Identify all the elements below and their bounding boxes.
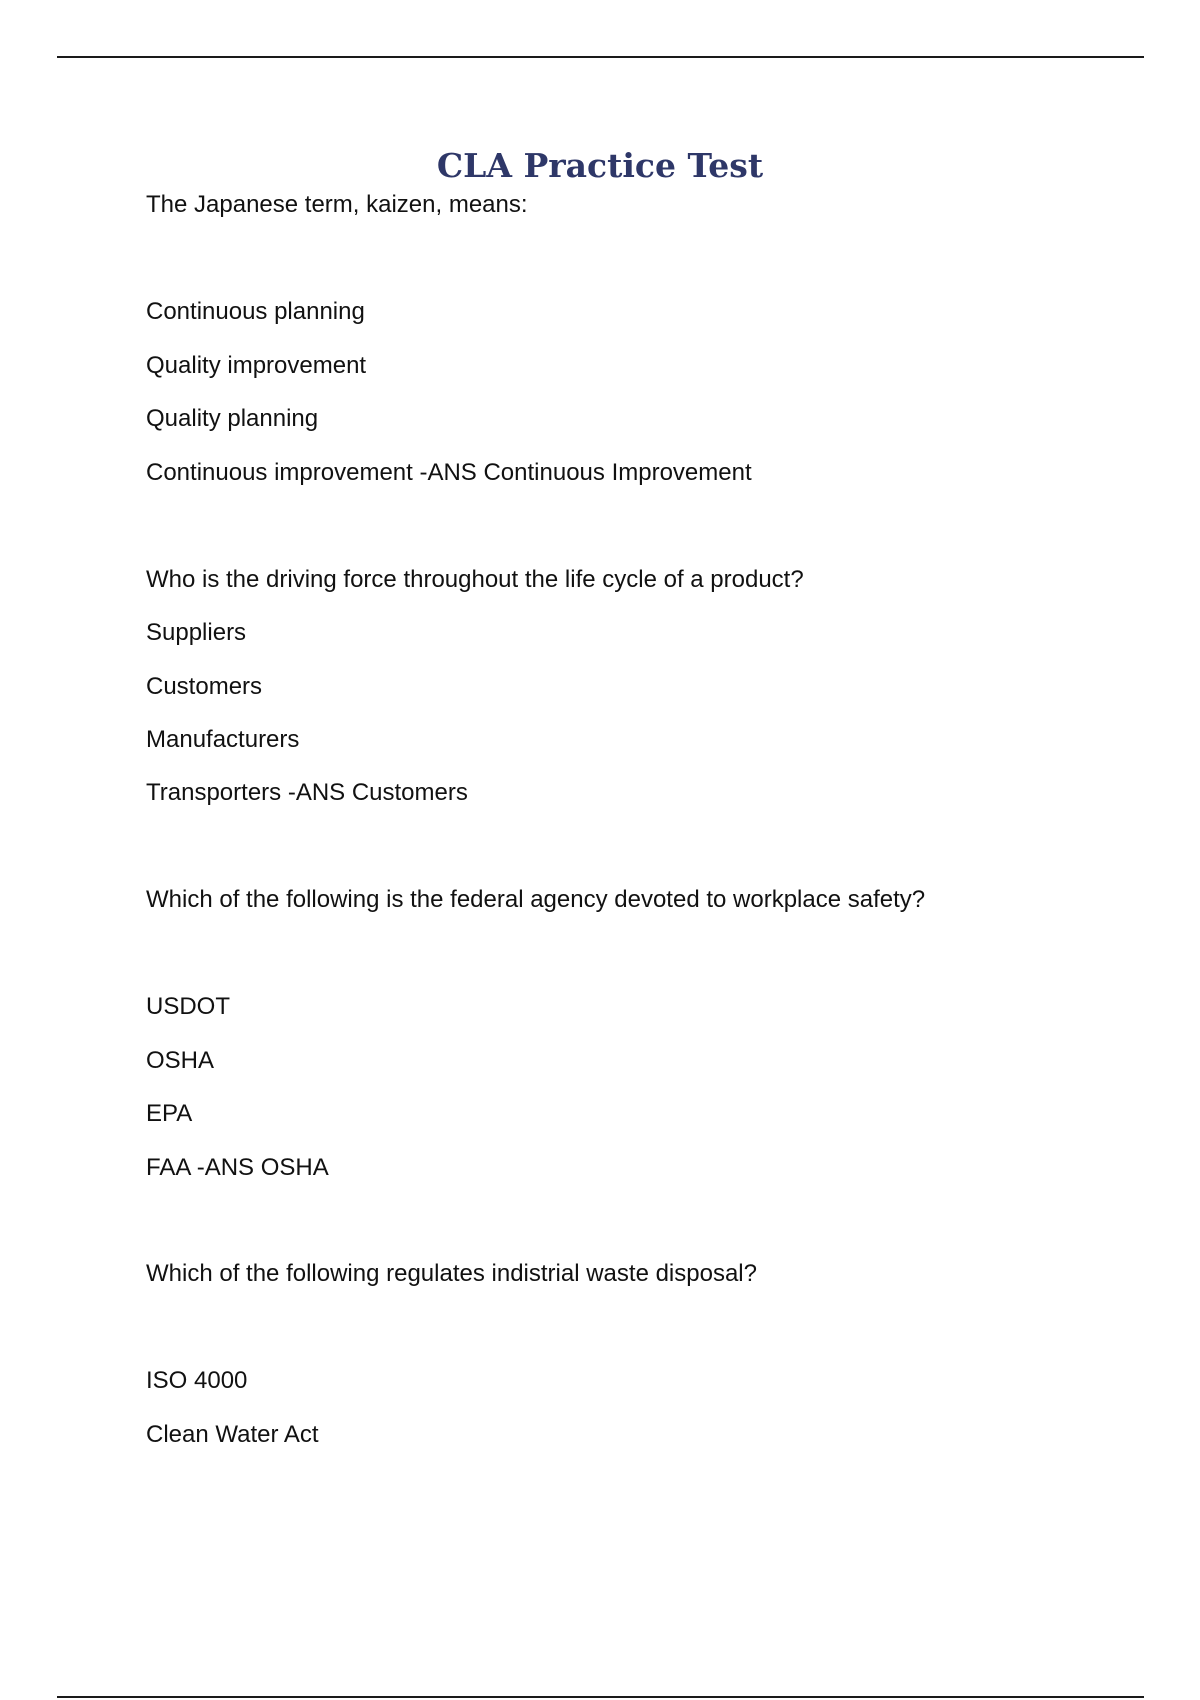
- question-3-prompt: Which of the following is the federal agency devoted to workplace safety?: [146, 886, 926, 913]
- question-2-option: Suppliers: [146, 619, 247, 646]
- question-2-option: Customers: [146, 673, 263, 700]
- question-1-option: Quality planning: [146, 405, 319, 432]
- question-2-answer: Transporters -ANS Customers: [146, 779, 468, 806]
- question-2-option: Manufacturers: [146, 726, 300, 753]
- question-1-prompt: The Japanese term, kaizen, means:: [146, 191, 528, 218]
- question-3-option: OSHA: [146, 1047, 215, 1074]
- question-1-option: Quality improvement: [146, 352, 367, 379]
- question-1-answer: Continuous improvement -ANS Continuous Improvement: [146, 459, 752, 486]
- document-title: CLA Practice Test: [436, 146, 764, 185]
- question-2-prompt: Who is the driving force throughout the life cycle of a product?: [146, 566, 804, 593]
- question-4-option: Clean Water Act: [146, 1421, 319, 1448]
- question-1-option: Continuous planning: [146, 298, 365, 325]
- footer-rule: [57, 1696, 1144, 1698]
- question-3-answer: FAA -ANS OSHA: [146, 1154, 329, 1181]
- question-3-option: EPA: [146, 1100, 193, 1127]
- question-4-option: ISO 4000: [146, 1367, 248, 1394]
- header-rule: [57, 56, 1144, 58]
- question-4-prompt: Which of the following regulates indistrial waste disposal?: [146, 1260, 757, 1287]
- question-3-option: USDOT: [146, 993, 230, 1020]
